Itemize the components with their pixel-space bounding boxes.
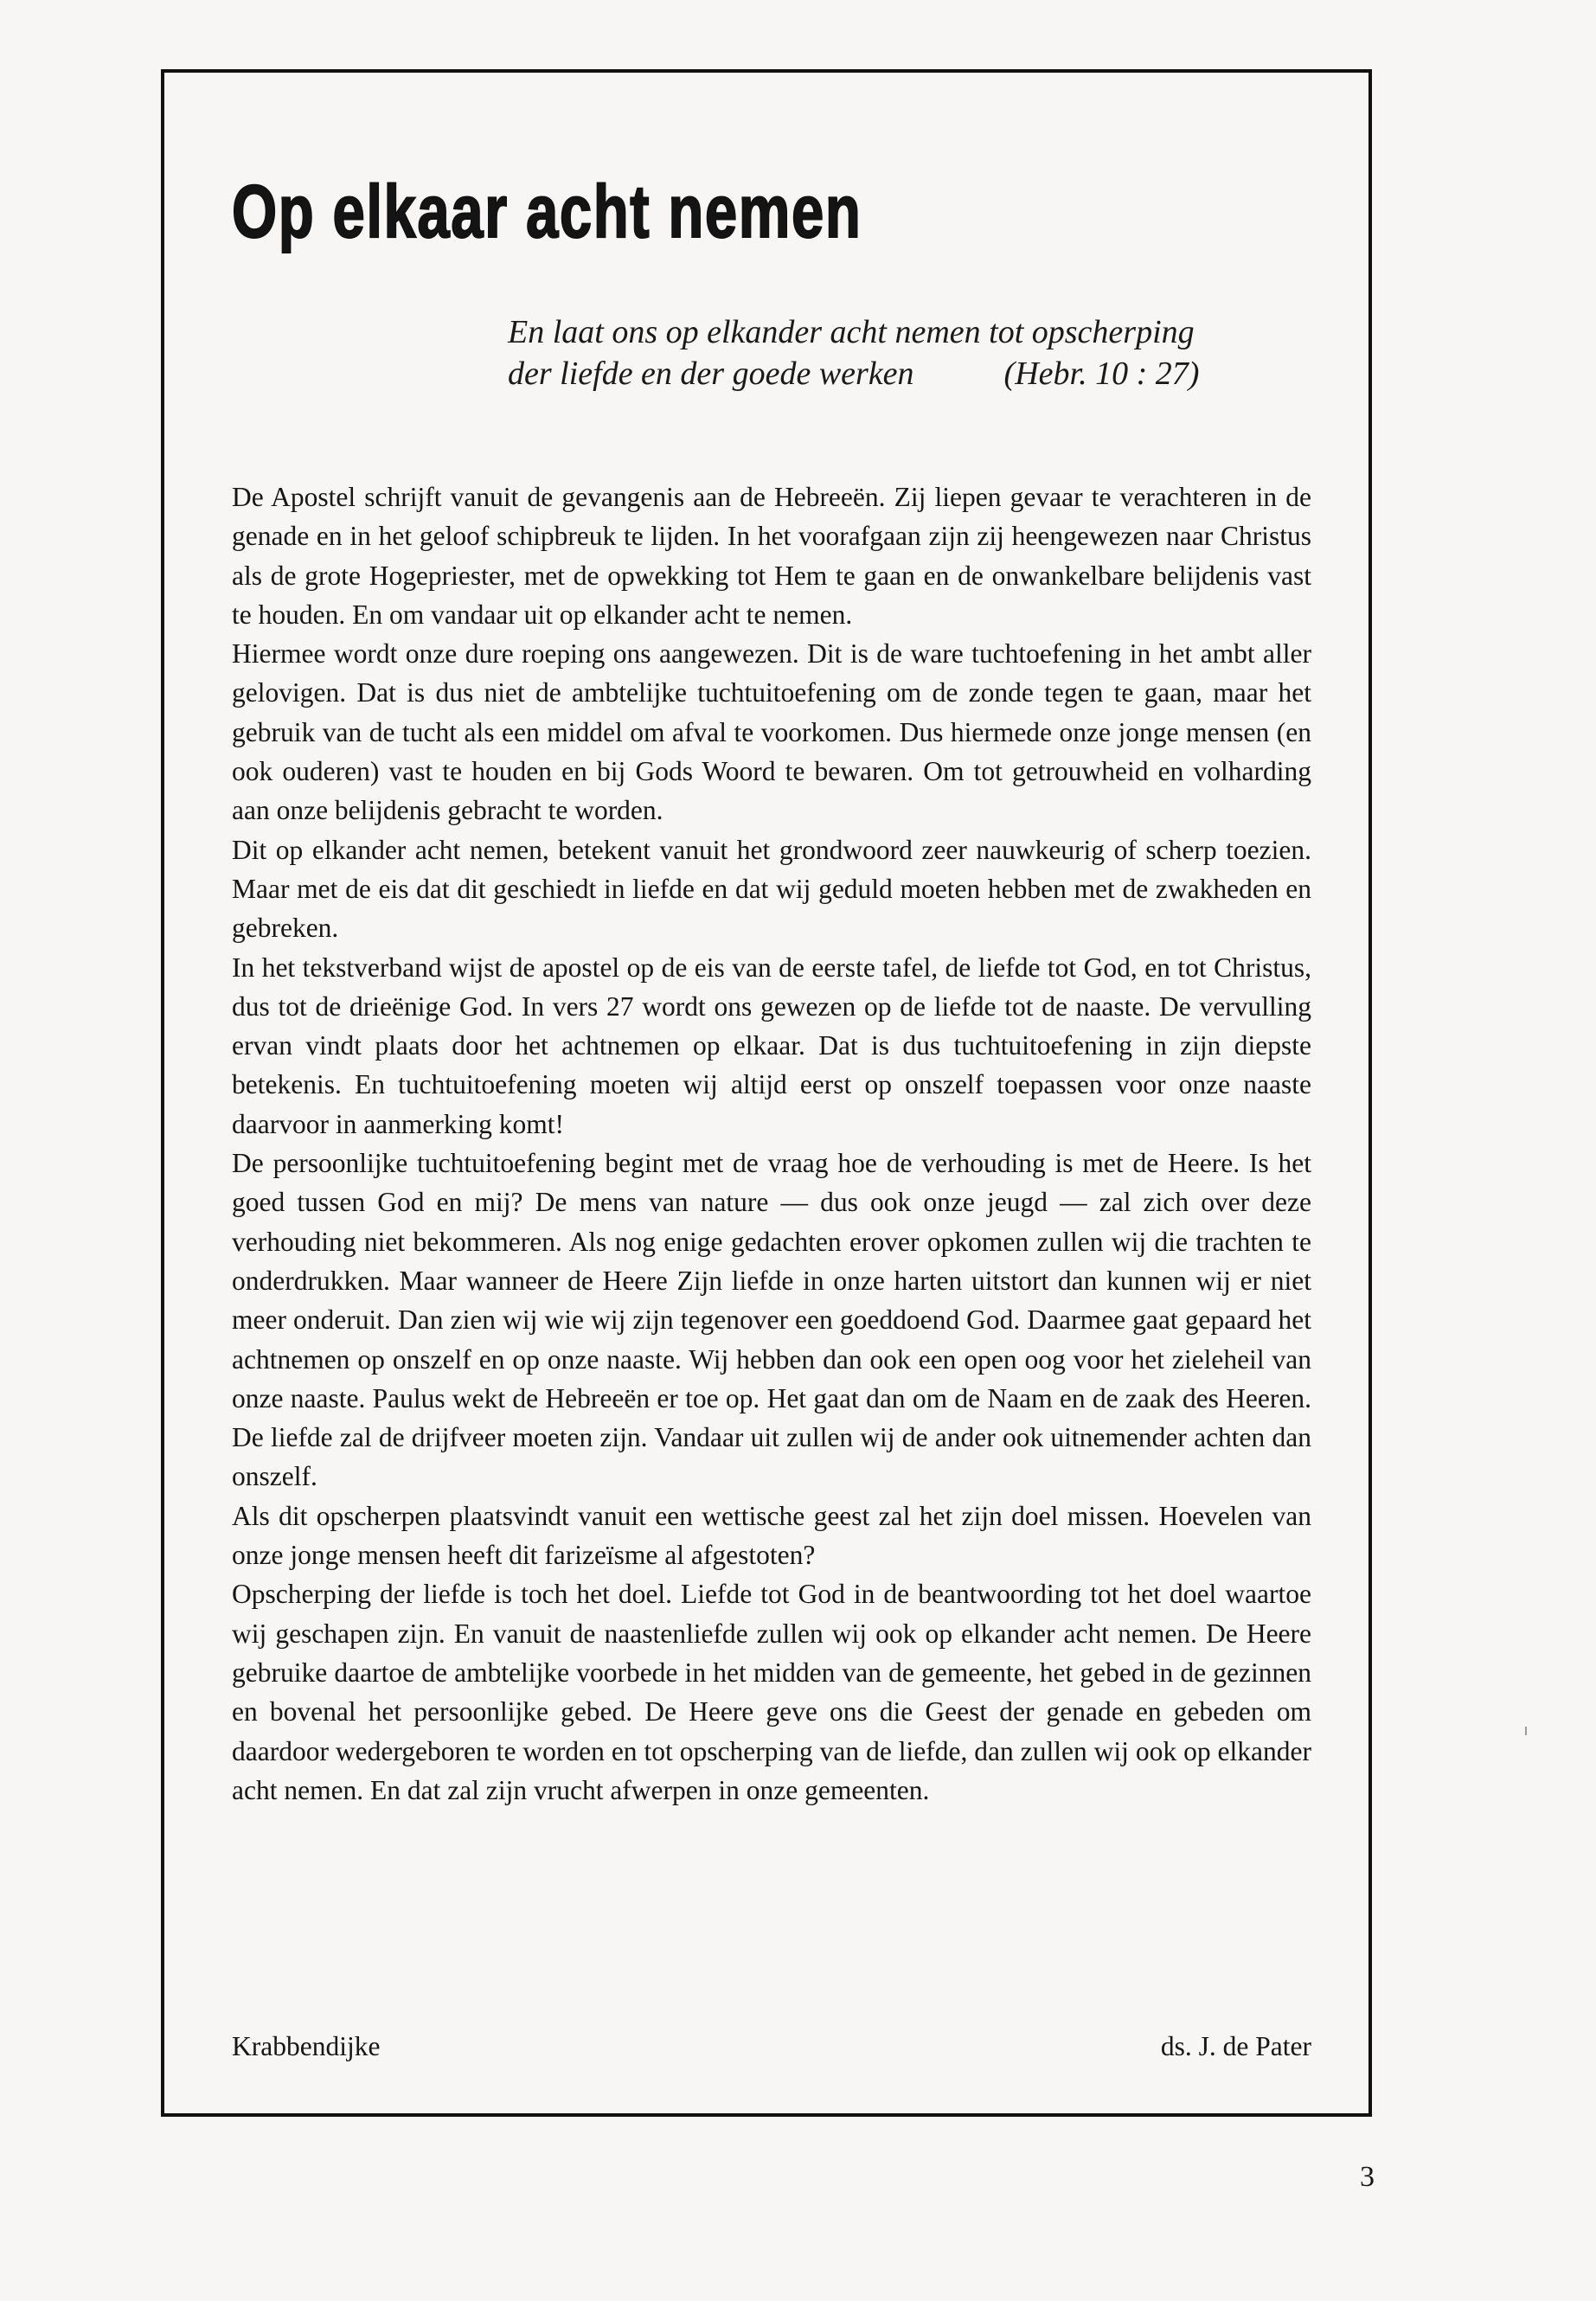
margin-mark (1525, 1727, 1527, 1735)
paragraph-1: De Apostel schrijft vanuit de gevangenis aan de Hebreeën. Zij liepen gevaar te verachteren in de genade en in het geloof schipbreuk te lijden. In het voorafgaan zijn zij heengewezen naar Christus als de grote Hogepriester, met de opwekking tot Hem te gaan en de onwankelbare belijdenis vast te houden. En om vandaar uit op elkander acht te nemen. (232, 482, 1311, 630)
epigraph-line-2 (508, 353, 1311, 394)
signature-author: ds. J. de Pater (1160, 2031, 1311, 2061)
paragraph-4: In het tekstverband wijst de apostel op de eis van de eerste tafel, de liefde tot God, en tot Christus, dus tot de drieënige God. In vers 27 wordt ons gewezen op de liefde tot de naaste. De vervulling ervan vindt plaats door het achtnemen op elkaar. Dat is dus tuchtuitoefening in zijn diepste betekenis. En tuchtuitoefening moeten wij altijd eerst op onszelf toepassen voor onze naaste daarvoor in aanmerking komt! (232, 952, 1311, 1139)
signature-place: Krabbendijke (232, 2031, 381, 2061)
epigraph (508, 311, 1311, 394)
paragraph-3: Dit op elkander acht nemen, betekent vanuit het grondwoord zeer nauwkeurig of scherp toezien. Maar met de eis dat dit geschiedt in liefde en dat wij geduld moeten hebben met de zwakheden en gebreken. (232, 834, 1311, 944)
paragraph-2: Hiermee wordt onze dure roeping ons aangewezen. Dit is de ware tuchtoefening in het ambt aller gelovigen. Dat is dus niet de ambtelijke tuchtuitoefening om de zonde tegen te gaan, maar het gebruik van de tucht als een middel om afval te voorkomen. Dus hiermede onze jonge mensen (en ook ouderen) vast te houden en bij Gods Woord te bewaren. Om tot getrouwheid en volharding aan onze belijdenis gebracht te worden. (232, 638, 1311, 826)
paragraph-5: De persoonlijke tuchtuitoefening begint met de vraag hoe de verhouding is met de Heere. Is het goed tussen God en mij? De mens van nature — dus ook onze jeugd — zal zich over deze verhouding niet bekommeren. Als nog enige gedachten erover opkomen zullen wij die trachten te onderdrukken. Maar wanneer de Heere Zijn liefde in onze harten uitstort dan kunnen wij er niet meer onderuit. Dan zien wij wie wij zijn tegenover een goeddoend God. Daarmee gaat gepaard het achtnemen op onszelf en op onze naaste. Wij hebben dan ook een open oog voor het zieleheil van onze naaste. Paulus wekt de Hebreeën er toe op. Het gaat dan om de Naam en de zaak des Heeren. De liefde zal de drijfveer moeten zijn. Vandaar uit zullen wij de ander ook uitnemender achten dan onszelf. (232, 1148, 1311, 1492)
paragraph-6: Als dit opscherpen plaatsvindt vanuit een wettische geest zal het zijn doel missen. Hoevelen van onze jonge mensen heeft dit farizeïsme al afgestoten? (232, 1500, 1311, 1571)
page-number: 3 (1360, 2161, 1375, 2193)
signature-line (232, 2029, 1311, 2064)
epigraph-reference: (Hebr. 10 : 27) (1003, 356, 1200, 392)
article-body (232, 478, 1311, 1810)
article-frame (161, 69, 1372, 2117)
paragraph-7: Opscherping der liefde is toch het doel. Liefde tot God in de beantwoording tot het doel waartoe wij geschapen zijn. En vanuit de naastenliefde zullen wij ook op elkander acht nemen. De Heere gebruike daartoe de ambtelijke voorbede in het midden van de gemeente, het gebed in de gezinnen en bovenal het persoonlijke gebed. De Heere geve ons die Geest der genade en gebeden om daardoor wedergeboren te worden en tot opscherping van de liefde, dan zullen wij ook op elkander acht nemen. En dat zal zijn vrucht afwerpen in onze gemeenten. (232, 1579, 1311, 1805)
epigraph-line-1: En laat ons op elkander acht nemen tot opscherping (508, 314, 1195, 350)
article-title: Op elkaar acht nemen (232, 170, 862, 253)
epigraph-line-2-text: der liefde en der goede werken (508, 356, 914, 392)
